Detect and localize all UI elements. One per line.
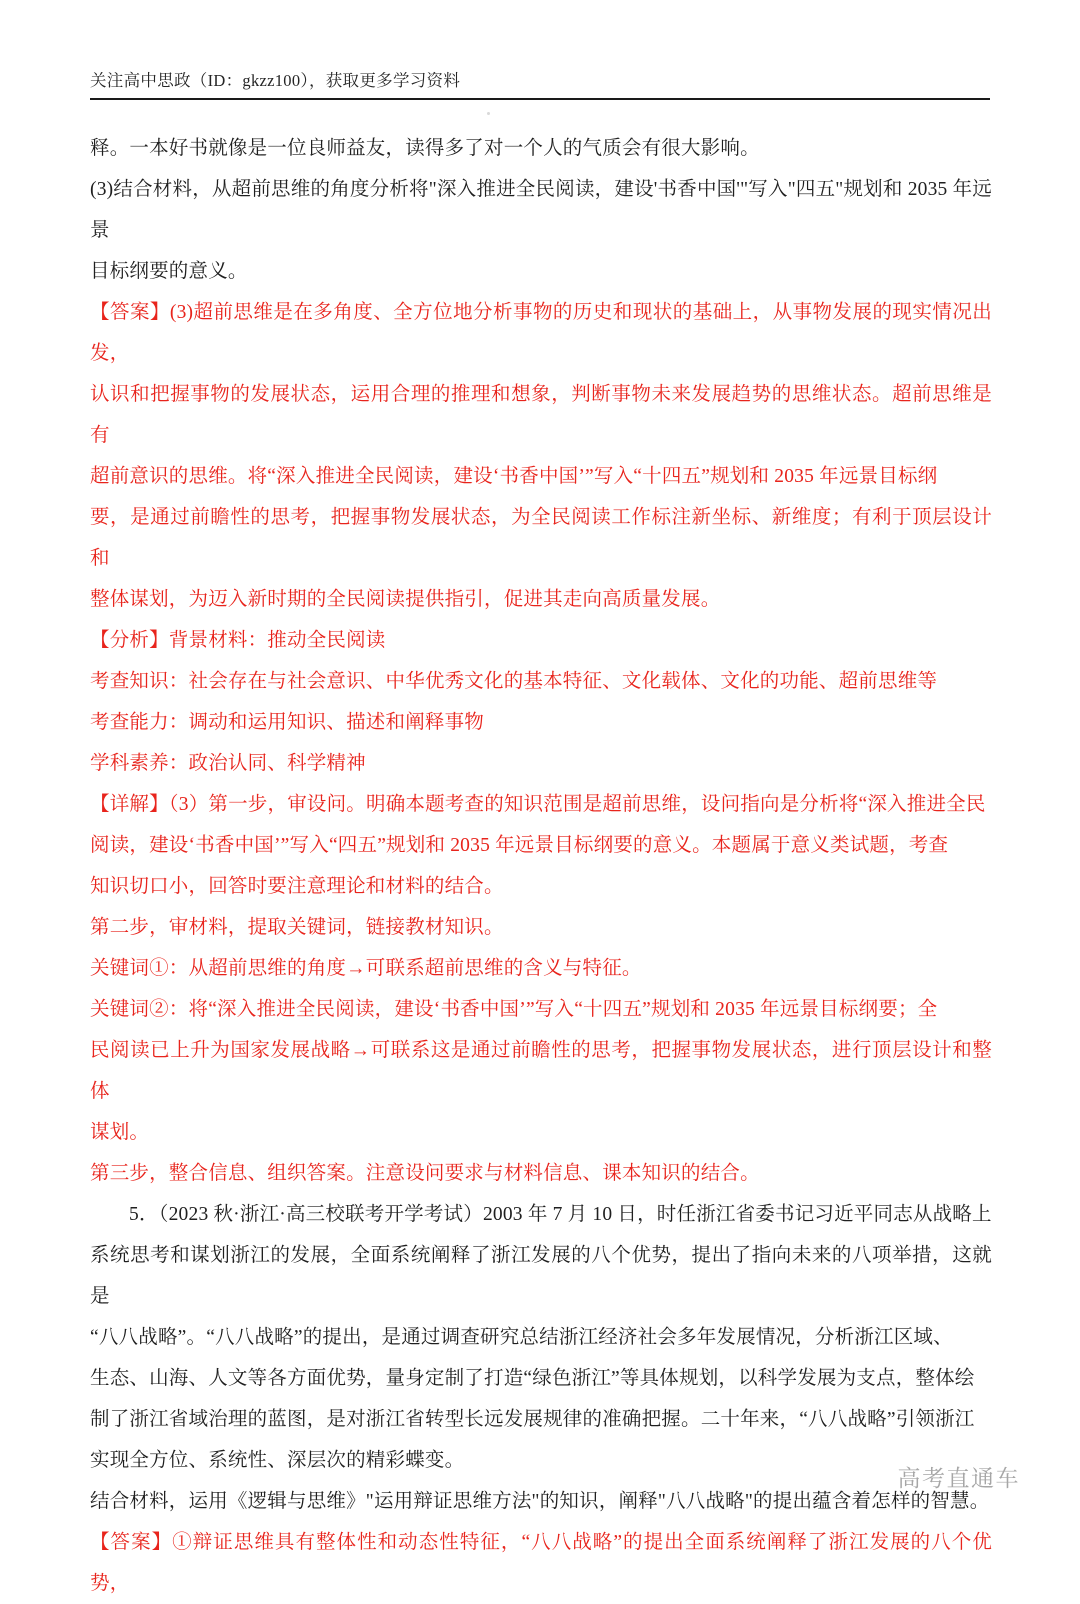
paragraph-question-5-line-6: 实现全方位、系统性、深层次的精彩蝶变。 — [90, 1450, 465, 1471]
paragraph-answer-3-line-3: 超前意识的思维。将“深入推进全民阅读，建设‘书香中国’”写入“十四五”规划和 2035 年远景目标纲 — [90, 466, 938, 487]
header-divider-rule — [90, 98, 990, 100]
paragraph-detail-line-1: 【详解】（3）第一步，审设问。明确本题考查的知识范围是超前思维，设问指向是分析将“深入推进全民 — [90, 794, 986, 815]
paragraph-continuation-line: 释。一本好书就像是一位良师益友，读得多了对一个人的气质会有很大影响。 — [90, 138, 760, 159]
paragraph-keyword-2-line-3: 谋划。 — [90, 1122, 150, 1143]
paragraph-answer-5-line-1: 【答案】①辩证思维具有整体性和动态性特征，“八八战略”的提出全面系统阐释了浙江发展的八个优势， — [90, 1532, 992, 1594]
paragraph-question-5-line-4: 生态、山海、人文等各方面优势，量身定制了打造“绿色浙江”等具体规划，以科学发展为支点，整体绘 — [90, 1368, 975, 1389]
paragraph-question-5-line-2: 系统思考和谋划浙江的发展，全面系统阐释了浙江发展的八个优势，提出了指向未来的八项举措，这就是 — [90, 1245, 992, 1307]
paragraph-question-5-line-3: “八八战略”。“八八战略”的提出，是通过调查研究总结浙江经济社会多年发展情况，分析浙江区域、 — [90, 1327, 953, 1348]
paragraph-question-5-prompt: 结合材料，运用《逻辑与思维》"运用辩证思维方法"的知识，阐释"八八战略"的提出蕴含着怎样的智慧。 — [90, 1491, 990, 1512]
paragraph-question-5-line-5: 制了浙江省域治理的蓝图，是对浙江省转型长远发展规律的准确把握。二十年来，“八八战略”引领浙江 — [90, 1409, 975, 1430]
paragraph-answer-3-line-1: 【答案】(3)超前思维是在多角度、全方位地分析事物的历史和现状的基础上，从事物发展的现实情况出发， — [90, 302, 992, 364]
paragraph-keyword-1: 关键词①：从超前思维的角度→可联系超前思维的含义与特征。 — [90, 958, 642, 979]
document-body — [90, 128, 992, 1604]
page-watermark: 高考直通车 — [897, 1465, 1020, 1491]
page-header — [90, 70, 990, 108]
header-promo-text: 关注高中思政（ID：gkzz100），获取更多学习资料 — [90, 71, 461, 90]
paragraph-answer-3-line-2: 认识和把握事物的发展状态，运用合理的推理和想象，判断事物未来发展趋势的思维状态。超前思维是有 — [90, 384, 992, 446]
scan-speck — [487, 112, 490, 115]
paragraph-detail-line-2: 阅读，建设‘书香中国’”写入“四五”规划和 2035 年远景目标纲要的意义。本题属于意义类试题，考查 — [90, 835, 949, 856]
paragraph-detail-line-3: 知识切口小，回答时要注意理论和材料的结合。 — [90, 876, 504, 897]
paragraph-step-2: 第二步，审材料，提取关键词，链接教材知识。 — [90, 917, 504, 938]
paragraph-analysis-knowledge: 考查知识：社会存在与社会意识、中华优秀文化的基本特征、文化载体、文化的功能、超前思维等 — [90, 671, 938, 692]
paragraph-question-5-line-1: 5．（2023 秋·浙江·高三校联考开学考试）2003 年 7 月 10 日，时任浙江省委书记习近平同志从战略上 — [129, 1204, 992, 1225]
paragraph-step-3: 第三步，整合信息、组织答案。注意设问要求与材料信息、课本知识的结合。 — [90, 1163, 760, 1184]
paragraph-answer-3-line-4: 要，是通过前瞻性的思考，把握事物发展状态，为全民阅读工作标注新坐标、新维度；有利于顶层设计和 — [90, 507, 992, 569]
paragraph-analysis-ability: 考查能力：调动和运用知识、描述和阐释事物 — [90, 712, 485, 733]
paragraph-analysis-literacy: 学科素养：政治认同、科学精神 — [90, 753, 366, 774]
paragraph-question-3-part-1: (3)结合材料，从超前思维的角度分析将"深入推进全民阅读，建设'书香中国'"写入"四五"规划和 2035 年远景 — [90, 179, 992, 241]
paragraph-analysis-heading: 【分析】背景材料：推动全民阅读 — [90, 630, 386, 651]
paragraph-question-3-part-2: 目标纲要的意义。 — [90, 261, 248, 282]
paragraph-keyword-2-line-2: 民阅读已上升为国家发展战略→可联系这是通过前瞻性的思考，把握事物发展状态，进行顶层设计和整体 — [90, 1040, 992, 1102]
paragraph-keyword-2-line-1: 关键词②：将“深入推进全民阅读，建设‘书香中国’”写入“十四五”规划和 2035 年远景目标纲要；全 — [90, 999, 938, 1020]
paragraph-answer-3-line-5: 整体谋划，为迈入新时期的全民阅读提供指引，促进其走向高质量发展。 — [90, 589, 721, 610]
